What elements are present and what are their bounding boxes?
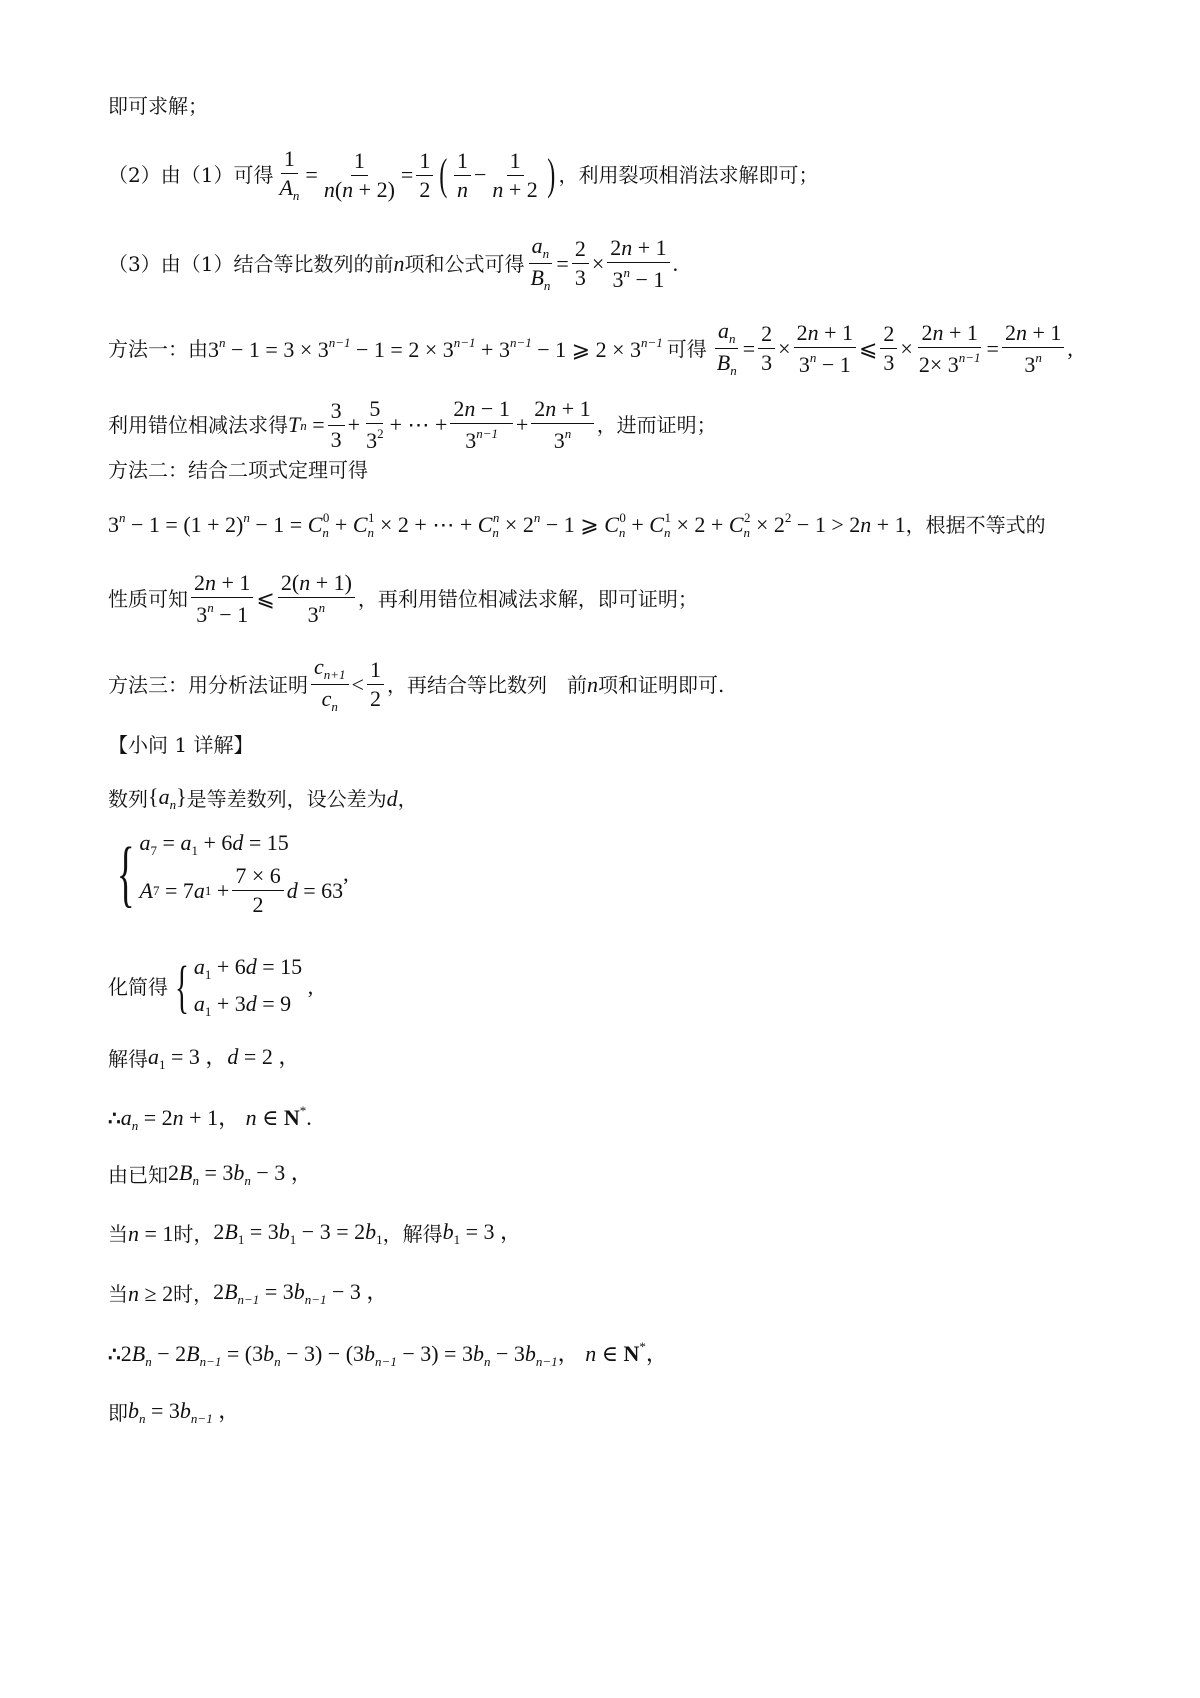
section-heading — [108, 735, 253, 755]
text-line — [108, 320, 1073, 377]
text: 可得 — [666, 336, 707, 361]
formula: { $a_1 + 6d = 15$ $a_1 + 3d = 9$ , — [174, 953, 314, 1019]
text-line — [108, 511, 1046, 539]
text-line — [108, 1400, 240, 1425]
text: 当 — [108, 1281, 128, 1306]
text: 由已知 — [108, 1162, 168, 1187]
text: ，再结合等比数列 前 — [386, 672, 587, 697]
text: ，解得 — [382, 1221, 443, 1246]
text-line — [108, 148, 818, 202]
formula: $2B_n - 2B_{n-1} = (3b_n - 3) - (3b_{n-1} - 3) = 3b_n - 3b_{n-1}$， n ∈ N*， — [120, 1339, 668, 1369]
formula: n ≥ 2 — [128, 1280, 174, 1306]
text-line — [108, 235, 678, 292]
text-line — [108, 953, 314, 1019]
text-line — [108, 96, 208, 116]
formula: $b_n = 3b_{n-1}$ ， — [128, 1398, 241, 1426]
text: ，利用裂项相消法求解即可； — [558, 163, 819, 187]
text: 当 — [108, 1221, 128, 1246]
text-line — [108, 572, 698, 626]
formula: $2B_n = 3b_n - 3$ ， — [168, 1160, 313, 1188]
formula: $2B_{n-1} = 3b_{n-1} - 3$ ， — [213, 1279, 389, 1307]
formula: $\frac{1}{A_n}$ = $\frac{1}{n(n + 2)}$ = $\frac{1}{2}$ ( $\frac{1}{n}$ − $\frac{1}{n + 2}$ ) — [279, 146, 556, 203]
variable: n — [393, 250, 405, 276]
formula: T n = $\frac{3}{3}$ + $\frac{5}{3^2}$ + ⋯ + $\frac{2n - 1}{3^{n-1}}$ + $\frac{2n + 1}{3^n}$ — [288, 398, 597, 452]
formula: n = 1 — [128, 1220, 174, 1246]
text: ， — [397, 786, 418, 811]
text-line — [108, 398, 717, 452]
text: 解得 — [108, 1046, 148, 1071]
text: （2）由（1）可得 — [108, 163, 274, 187]
text-line — [108, 786, 418, 811]
formula: $\{a_n\}$ — [148, 784, 187, 812]
text: ，根据不等式的 — [905, 513, 1046, 537]
text: （3）由（1）结合等比数列的前 — [108, 251, 394, 276]
equation-system — [108, 832, 349, 916]
text: 性质可知 — [108, 587, 188, 611]
formula: $2B_1 = 3b_1 - 3 = 2b_1$ — [213, 1219, 383, 1247]
text: 是等差数列，设公差为 — [186, 786, 387, 811]
text-line — [108, 1221, 522, 1246]
formula: $\frac{a_n}{B_n}$ = $\frac{2}{3}$ × $\frac{2n + 1}{3^n - 1}$ . — [530, 233, 679, 293]
text-line — [108, 1104, 312, 1132]
text: 化简得 — [108, 975, 168, 999]
text: 项和证明即可. — [597, 672, 725, 697]
formula: $a_n = 2n + 1$， n ∈ N*. — [120, 1103, 312, 1133]
formula: $\frac{2n + 1}{3^n - 1}$ ⩽ $\frac{2(n + 1)}{3^n}$ — [188, 572, 358, 626]
text: 方法二：结合二项式定理可得 — [108, 458, 368, 482]
text: 即可求解； — [108, 94, 208, 118]
text-line — [108, 656, 724, 713]
text: ∴ — [108, 1342, 121, 1366]
text-line — [108, 460, 368, 480]
variable: n — [586, 671, 598, 697]
variable: d — [386, 785, 398, 811]
text: 利用错位相减法求得 — [108, 413, 288, 437]
text: 数列 — [108, 786, 148, 811]
text-line — [108, 1340, 668, 1368]
formula: $\frac{c_{n+1}}{c_n}$ < $\frac{1}{2}$ — [308, 656, 387, 713]
text: 时， — [173, 1221, 214, 1246]
text: ，进而证明； — [596, 413, 717, 437]
text: 即 — [108, 1400, 128, 1425]
text: 时， — [173, 1281, 214, 1306]
text: 方法一：由 — [108, 336, 208, 361]
text: 项和公式可得 — [404, 251, 525, 276]
text-line — [108, 1281, 388, 1306]
text: ∴ — [108, 1106, 121, 1130]
formula: { $a_7 = a_1 + 6d = 15$ A 7 = 7 a 1 + $\frac{7 \times 6}{2}$ d = 63 , — [116, 830, 349, 917]
text: 【小问 1 详解】 — [108, 733, 254, 757]
text-line — [108, 1046, 300, 1071]
text-line — [108, 1162, 313, 1187]
formula: $b_1 = 3$ ， — [442, 1219, 523, 1247]
formula: $\frac{a_n}{B_n}$ = $\frac{2}{3}$ × $\frac{2n + 1}{3^n - 1}$ ⩽ $\frac{2}{3}$ × $\frac{2n + 1}{2\times 3^{n-1}}$ = $\frac{2n + 1}{3^n}$ , — [716, 318, 1073, 378]
formula: $3^n - 1 = (1 + 2)^n - 1 = C_n^0 + C_n^1 \times 2$ + ⋯ + $C_n^n \times 2^n - 1$ ⩾ $C_n^0 + C_n^1 \times 2 + C_n^2 \times 2^2 - 1 > 2n + 1$ — [108, 510, 906, 540]
formula: $3^n - 1 = 3 \times 3^{n-1} - 1 = 2 \times 3^{n-1} + 3^{n-1} - 1$ ⩾ $2 \times 3^{n-1}$ — [208, 335, 663, 362]
formula: $a_1 = 3$ ，d = 2 ， — [148, 1044, 301, 1072]
text: 方法三：用分析法证明 — [108, 672, 308, 697]
text: ，再利用错位相减法求解，即可证明； — [357, 587, 698, 611]
